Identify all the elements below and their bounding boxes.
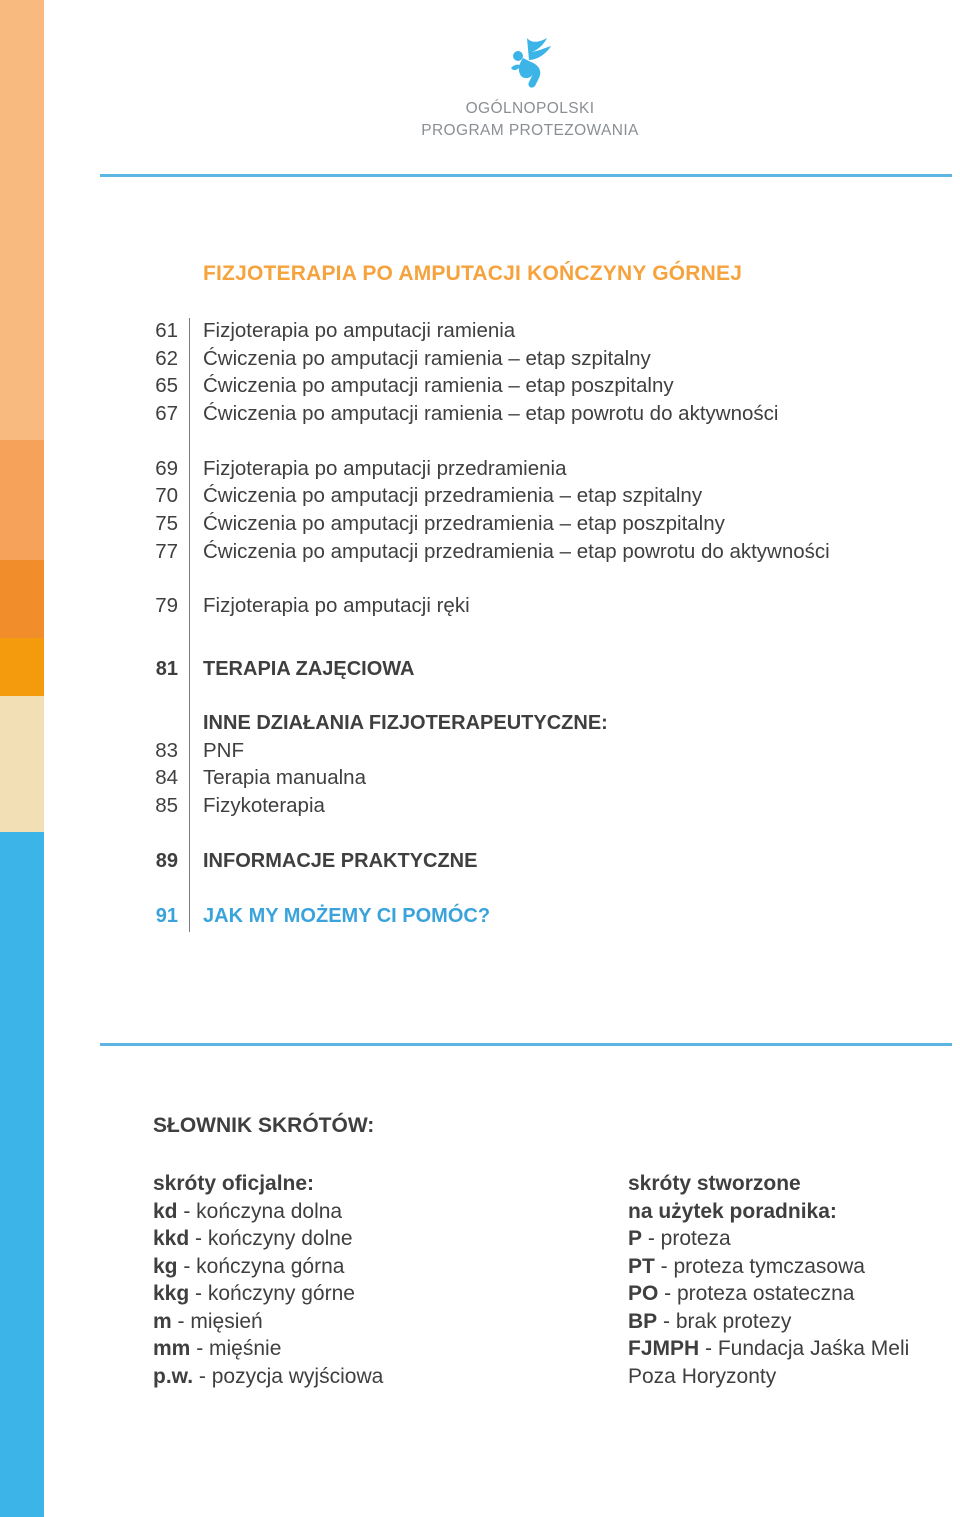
stripe-segment-4 bbox=[0, 638, 44, 696]
glossary-item bbox=[628, 1280, 909, 1308]
top-divider bbox=[100, 174, 952, 177]
toc-entry: Ćwiczenia po amputacji ramienia – etap szpitalny bbox=[203, 347, 651, 370]
glossary-item-continuation: Poza Horyzonty bbox=[628, 1364, 777, 1388]
toc-entry: Ćwiczenia po amputacji ramienia – etap poszpitalny bbox=[203, 374, 674, 397]
stripe-segment-5 bbox=[0, 696, 44, 832]
toc-heading: JAK MY MOŻEMY CI POMÓC? bbox=[203, 905, 491, 927]
definition: - mięśnie bbox=[190, 1337, 282, 1360]
toc-entry: Fizjoterapia po amputacji przedramienia bbox=[203, 457, 567, 480]
stripe-segment-1 bbox=[0, 0, 44, 440]
abbreviation: kkd bbox=[153, 1227, 190, 1250]
glossary-item bbox=[628, 1225, 909, 1253]
toc-entry: Fizjoterapia po amputacji ramienia bbox=[203, 319, 516, 342]
glossary-item bbox=[153, 1335, 383, 1363]
toc-page-number: 91 bbox=[155, 905, 178, 927]
toc-entry: Fizjoterapia po amputacji ręki bbox=[203, 594, 470, 617]
toc-entry: PNF bbox=[203, 739, 244, 762]
abbreviation: p.w. bbox=[153, 1364, 194, 1388]
definition: - kończyny górne bbox=[189, 1282, 355, 1305]
toc-page-number: 81 bbox=[155, 658, 178, 680]
abbreviation: P bbox=[628, 1227, 643, 1250]
toc-page-number: 67 bbox=[155, 402, 178, 425]
toc-page-number: 69 bbox=[155, 457, 178, 480]
program-logo bbox=[420, 34, 640, 142]
glossary-title: SŁOWNIK SKRÓTÓW: bbox=[153, 1114, 375, 1137]
glossary-item bbox=[153, 1253, 383, 1281]
glossary-item bbox=[153, 1280, 383, 1308]
abbreviation: FJMPH bbox=[628, 1337, 700, 1360]
toc-page-number: 70 bbox=[155, 484, 178, 507]
definition: - proteza bbox=[642, 1227, 731, 1250]
definition: - proteza ostateczna bbox=[658, 1282, 855, 1305]
glossary-official-column bbox=[153, 1170, 383, 1390]
definition: - mięsień bbox=[171, 1309, 263, 1333]
definition: - kończyna górna bbox=[177, 1254, 345, 1278]
abbreviation: PT bbox=[628, 1254, 655, 1278]
toc-page-number: 75 bbox=[155, 512, 178, 535]
definition: - pozycja wyjściowa bbox=[193, 1364, 384, 1388]
glossary-item bbox=[153, 1308, 383, 1336]
glossary-official-heading: skróty oficjalne: bbox=[153, 1172, 315, 1195]
logo-text-line2: PROGRAM PROTEZOWANIA bbox=[421, 122, 639, 139]
toc-entry: Ćwiczenia po amputacji przedramienia – etap szpitalny bbox=[203, 484, 703, 507]
toc-page-number: 62 bbox=[155, 347, 178, 370]
stripe-segment-3 bbox=[0, 560, 44, 638]
glossary-custom-heading: skróty stworzone bbox=[628, 1172, 801, 1195]
glossary-item bbox=[628, 1308, 909, 1336]
toc-entry: Ćwiczenia po amputacji przedramienia – etap powrotu do aktywności bbox=[203, 540, 830, 563]
definition: - kończyna dolna bbox=[177, 1199, 343, 1223]
abbreviation: PO bbox=[628, 1282, 659, 1305]
bottom-divider bbox=[100, 1043, 952, 1046]
abbreviation: kkg bbox=[153, 1282, 190, 1305]
toc-entry: Ćwiczenia po amputacji ramienia – etap powrotu do aktywności bbox=[203, 402, 779, 425]
toc-page-number: 83 bbox=[155, 739, 178, 762]
glossary-custom-heading: na użytek poradnika: bbox=[628, 1199, 837, 1223]
glossary-item bbox=[628, 1253, 909, 1281]
stripe-segment-6 bbox=[0, 832, 44, 1517]
toc-entry: Terapia manualna bbox=[203, 766, 366, 789]
abbreviation: kg bbox=[153, 1254, 178, 1278]
toc-page-number: 61 bbox=[155, 319, 178, 342]
definition: - kończyny dolne bbox=[189, 1227, 353, 1250]
definition: - Fundacja Jaśka Meli bbox=[699, 1337, 910, 1360]
toc-page-number: 77 bbox=[155, 540, 178, 563]
logo-text-line1: OGÓLNOPOLSKI bbox=[465, 100, 595, 117]
toc-page-number: 79 bbox=[155, 594, 178, 617]
toc-page-number: 85 bbox=[155, 794, 178, 817]
toc-entry: Fizykoterapia bbox=[203, 794, 325, 817]
toc-heading: TERAPIA ZAJĘCIOWA bbox=[203, 658, 415, 680]
glossary-item bbox=[628, 1335, 909, 1363]
toc-page-number: 84 bbox=[155, 766, 178, 789]
abbreviation: mm bbox=[153, 1337, 191, 1360]
glossary-item bbox=[153, 1198, 383, 1226]
toc-vertical-line bbox=[189, 318, 190, 932]
abbreviation: m bbox=[153, 1309, 172, 1333]
glossary-item bbox=[153, 1363, 383, 1391]
toc-page-number: 89 bbox=[155, 850, 178, 872]
subsection-heading: INNE DZIAŁANIA FIZJOTERAPEUTYCZNE: bbox=[203, 712, 608, 734]
abbreviation: kd bbox=[153, 1199, 178, 1223]
toc-heading: INFORMACJE PRAKTYCZNE bbox=[203, 850, 478, 872]
abbreviation: BP bbox=[628, 1309, 658, 1333]
glossary-item bbox=[153, 1225, 383, 1253]
glossary-custom-column bbox=[628, 1170, 909, 1390]
section-title: FIZJOTERAPIA PO AMPUTACJI KOŃCZYNY GÓRNEJ bbox=[203, 262, 743, 285]
toc-entry: Ćwiczenia po amputacji przedramienia – etap poszpitalny bbox=[203, 512, 725, 535]
winged-figure-icon bbox=[505, 34, 555, 92]
toc-page-number: 65 bbox=[155, 374, 178, 397]
definition: - proteza tymczasowa bbox=[654, 1254, 865, 1278]
stripe-segment-2 bbox=[0, 440, 44, 560]
definition: - brak protezy bbox=[657, 1309, 792, 1333]
